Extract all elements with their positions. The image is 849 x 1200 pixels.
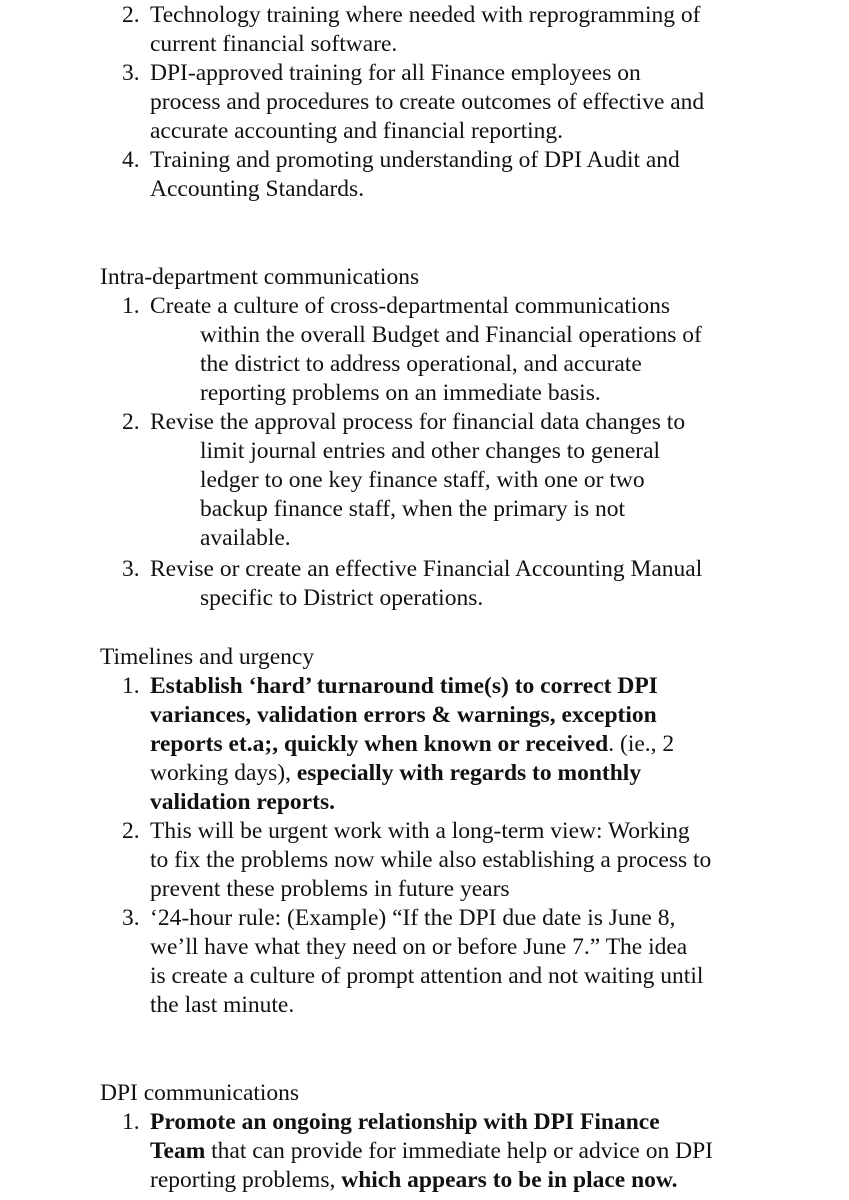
list-text-line: DPI-approved training for all Finance employees on bbox=[150, 60, 641, 86]
bold-text: validation reports. bbox=[150, 789, 335, 815]
list-text-line: limit journal entries and other changes to general bbox=[200, 438, 661, 464]
plain-text: . (ie., 2 bbox=[608, 731, 675, 757]
list-number: 3. bbox=[122, 556, 140, 582]
list-text-line: available. bbox=[200, 525, 291, 551]
list-text-line bbox=[150, 759, 674, 788]
list-text-line: backup finance staff, when the primary is not bbox=[200, 496, 626, 522]
list-item bbox=[122, 1, 700, 59]
list-number: 4. bbox=[122, 147, 140, 173]
list-text-line: Revise the approval process for financial data changes to bbox=[150, 409, 686, 435]
list-text-line: within the overall Budget and Financial operations of bbox=[200, 322, 702, 348]
section-heading: DPI communications bbox=[100, 1080, 300, 1106]
list-text-line: Technology training where needed with reprogramming of bbox=[150, 2, 701, 28]
list-item bbox=[122, 904, 703, 1020]
plain-text: that can provide for immediate help or advice on DPI bbox=[205, 1138, 713, 1164]
bold-text: which appears to be in place now. bbox=[341, 1167, 678, 1193]
bold-text: Promote an ongoing relationship with DPI Finance bbox=[150, 1109, 660, 1135]
list-text-line bbox=[150, 1166, 713, 1195]
list-item bbox=[122, 817, 711, 904]
bold-text: reports et.a;, quickly when known or received bbox=[150, 731, 609, 757]
list-number: 2. bbox=[122, 818, 140, 844]
bold-text: variances, validation errors & warnings, exception bbox=[150, 702, 657, 728]
list-number: 2. bbox=[122, 2, 140, 28]
list-text-line: This will be urgent work with a long-term view: Working bbox=[150, 818, 690, 844]
list-text-line bbox=[150, 672, 674, 701]
list-text-line: the last minute. bbox=[150, 992, 295, 1018]
list-number: 3. bbox=[122, 60, 140, 86]
list-number: 3. bbox=[122, 905, 140, 931]
list-text-line bbox=[150, 1108, 713, 1137]
list-item bbox=[122, 292, 702, 408]
list-text-line: ‘24-hour rule: (Example) “If the DPI due date is June 8, bbox=[150, 905, 676, 931]
bold-text: Team bbox=[150, 1138, 206, 1164]
bold-text: especially with regards to monthly bbox=[296, 760, 642, 786]
section-heading: Timelines and urgency bbox=[100, 644, 315, 670]
list-text-line: reporting problems on an immediate basis. bbox=[200, 380, 601, 406]
list-item bbox=[122, 408, 685, 553]
list-text-line: Revise or create an effective Financial Accounting Manual bbox=[150, 556, 703, 582]
list-text-line bbox=[150, 701, 674, 730]
list-text-line: current financial software. bbox=[150, 31, 398, 57]
list-text-line: ledger to one key finance staff, with one or two bbox=[200, 467, 645, 493]
plain-text: working days), bbox=[150, 760, 297, 786]
list-text-line: prevent these problems in future years bbox=[150, 876, 510, 902]
plain-text: reporting problems, bbox=[150, 1167, 342, 1193]
list-text-line bbox=[150, 1137, 713, 1166]
list-text-line bbox=[150, 730, 674, 759]
list-item bbox=[122, 59, 704, 146]
bold-text: Establish ‘hard’ turnaround time(s) to correct DPI bbox=[150, 673, 658, 699]
list-item bbox=[122, 672, 674, 817]
list-text-line: process and procedures to create outcomes of effective and bbox=[150, 89, 705, 115]
list-text-line: specific to District operations. bbox=[200, 585, 484, 611]
list-item bbox=[122, 555, 702, 613]
list-text-line: accurate accounting and financial reporting. bbox=[150, 118, 564, 144]
list-number: 1. bbox=[122, 1109, 140, 1135]
list-number: 1. bbox=[122, 673, 140, 699]
list-text-line: Create a culture of cross-departmental communications bbox=[150, 293, 671, 319]
list-number: 1. bbox=[122, 293, 140, 319]
list-text-line: the district to address operational, and accurate bbox=[200, 351, 642, 377]
list-item bbox=[122, 1108, 713, 1195]
list-text-line: Training and promoting understanding of DPI Audit and bbox=[150, 147, 680, 173]
list-text-line: to fix the problems now while also establishing a process to bbox=[150, 847, 712, 873]
section-heading: Intra-department communications bbox=[100, 264, 420, 290]
list-text-line bbox=[150, 788, 674, 817]
list-text-line: we’ll have what they need on or before June 7.” The idea bbox=[150, 934, 688, 960]
list-text-line: Accounting Standards. bbox=[150, 176, 365, 202]
list-text-line: is create a culture of prompt attention and not waiting until bbox=[150, 963, 704, 989]
list-item bbox=[122, 146, 680, 204]
list-number: 2. bbox=[122, 409, 140, 435]
